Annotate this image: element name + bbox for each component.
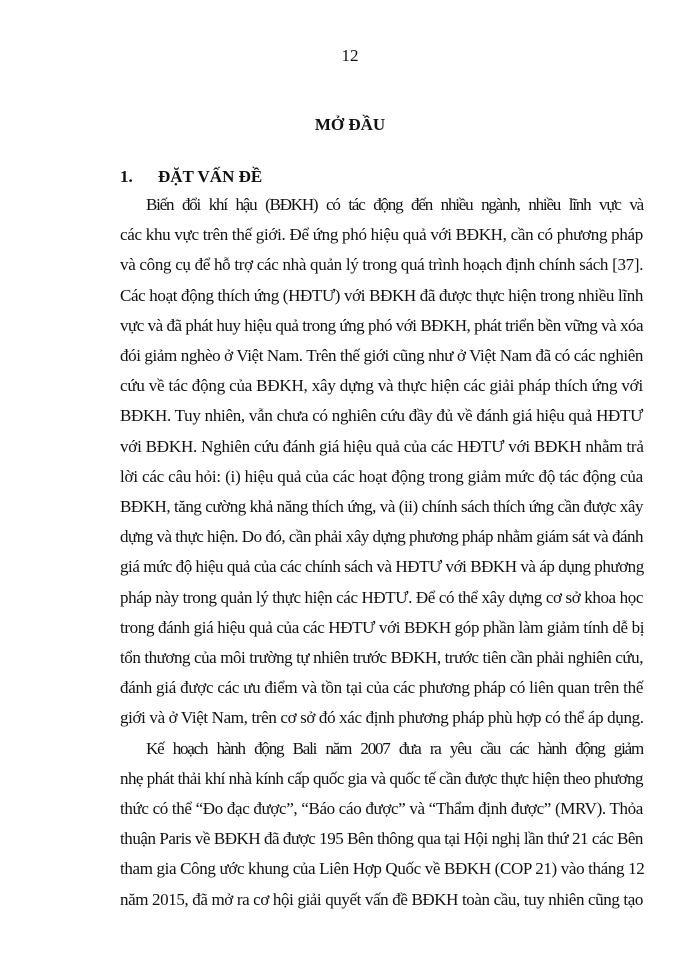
paragraph-line: tổn thương của môi trường tự nhiên trước BĐKH, trước tiên cần phải nghiên cứu, bbox=[120, 648, 643, 668]
paragraph-line: vực và đã phát huy hiệu quả trong ứng phó với BĐKH, phát triển bền vững và xóa bbox=[120, 315, 643, 335]
paragraph-line: giá mức độ hiệu quả của các chính sách và HĐTƯ với BĐKH và áp dụng phương bbox=[120, 557, 644, 577]
paragraph-line: năm 2015, đã mở ra cơ hội giải quyết vấn đề BĐKH toàn cầu, tuy nhiên cũng tạo bbox=[120, 889, 643, 909]
paragraph-line: BĐKH, tăng cường khả năng thích ứng, và (ii) chính sách thích ứng cần được xây bbox=[120, 497, 643, 517]
body-text bbox=[120, 190, 643, 915]
paragraph-line: dựng và thực hiện. Do đó, cần phải xây dựng phương pháp nhằm giám sát và đánh bbox=[120, 527, 643, 547]
section-title: ĐẶT VẤN ĐỀ bbox=[158, 167, 263, 186]
section-heading bbox=[120, 167, 262, 187]
page-number: 12 bbox=[341, 46, 359, 65]
paragraph-line: nhẹ phát thải khí nhà kính cấp quốc gia và quốc tế cần được thực hiện theo phương bbox=[120, 768, 643, 788]
paragraph-line: và công cụ để hỗ trợ các nhà quản lý trong quá trình hoạch định chính sách [37]. bbox=[120, 255, 644, 275]
paragraph-line: lời các câu hỏi: (i) hiệu quả của các hoạt động trong giảm mức độ tác động của bbox=[120, 466, 643, 486]
paragraph-line: Các hoạt động thích ứng (HĐTƯ) với BĐKH đã được thực hiện trong nhiều lĩnh bbox=[120, 285, 643, 305]
paragraph-line: pháp này trong quản lý thực hiện các HĐTƯ. Để có thể xây dựng cơ sở khoa học bbox=[120, 587, 643, 607]
paragraph-line: thức có thể “Đo đạc được”, “Báo cáo được” và “Thẩm định được” (MRV). Thỏa bbox=[120, 799, 643, 819]
paragraph-line: đánh giá được các ưu điểm và tồn tại của các phương pháp có liên quan trên thế bbox=[120, 678, 644, 698]
paragraph-line: Kế hoạch hành động Bali năm 2007 đưa ra yêu cầu các hành động giảm bbox=[146, 738, 643, 758]
paragraph-line: tham gia Công ước khung của Liên Hợp Quốc về BĐKH (COP 21) vào tháng 12 bbox=[120, 859, 645, 879]
paragraph-line: BĐKH. Tuy nhiên, vẫn chưa có nghiên cứu đầy đủ về đánh giá hiệu quả HĐTƯ bbox=[120, 406, 643, 426]
section-number: 1. bbox=[120, 167, 133, 186]
paragraph-line: giới và ở Việt Nam, trên cơ sở đó xác định phương pháp phù hợp có thể áp dụng. bbox=[120, 708, 644, 728]
paragraph-line: đói giảm nghèo ở Việt Nam. Trên thế giới cũng như ở Việt Nam đã có các nghiên bbox=[120, 346, 643, 366]
paragraph-line: cứu về tác động của BĐKH, xây dựng và thực hiện các giải pháp thích ứng với bbox=[120, 376, 643, 396]
paragraph-line: với BĐKH. Nghiên cứu đánh giá hiệu quả của các HĐTƯ với BĐKH nhằm trả bbox=[120, 436, 644, 456]
paragraph-line: thuận Paris về BĐKH đã được 195 Bên thông qua tại Hội nghị lần thứ 21 các Bên bbox=[120, 829, 643, 849]
paragraph-line: trong đánh giá hiệu quả của các HĐTƯ với BĐKH góp phần làm giảm tính dễ bị bbox=[120, 617, 645, 637]
chapter-title: MỞ ĐẦU bbox=[314, 115, 386, 134]
paragraph-line: các khu vực trên thế giới. Để ứng phó hiệu quả với BĐKH, cần có phương pháp bbox=[120, 225, 643, 245]
paragraph-line: Biến đổi khí hậu (BĐKH) có tác động đến nhiều ngành, nhiều lĩnh vực và bbox=[146, 195, 643, 214]
